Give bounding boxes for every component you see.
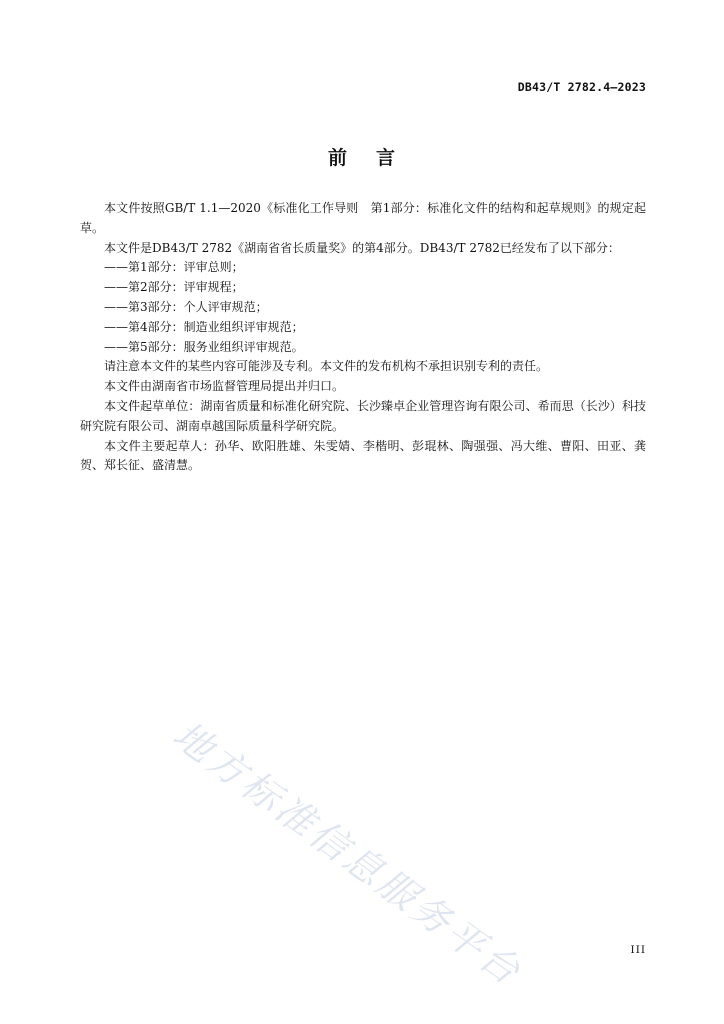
watermark: 地方标准信息服务平台: [165, 712, 531, 996]
paragraph-drafting-units: 本文件起草单位：湖南省质量和标准化研究院、长沙臻卓企业管理咨询有限公司、希而思（长沙）科技研究院有限公司、湖南卓越国际质量科学研究院。: [80, 398, 646, 433]
page-title: [0, 143, 724, 170]
list-item: ——第5部分：服务业组织评审规范。: [104, 339, 304, 354]
list-item: ——第4部分：制造业组织评审规范；: [104, 319, 304, 334]
page-number: III: [630, 944, 646, 956]
paragraph-drafting-basis: 本文件按照GB/T 1.1—2020《标准化工作导则 第1部分：标准化文件的结构和起草规则》的规定起草。: [80, 201, 646, 235]
foreword-body: [80, 199, 646, 476]
list-item: ——第3部分：个人评审规范；: [104, 299, 268, 314]
paragraph-proposer: 本文件由湖南省市场监督管理局提出并归口。: [104, 379, 345, 394]
paragraph-patent-notice: 请注意本文件的某些内容可能涉及专利。本文件的发布机构不承担识别专利的责任。: [104, 359, 549, 374]
standard-code: DB43/T 2782.4—2023: [517, 80, 646, 94]
paragraph-drafters: 本文件主要起草人：孙华、欧阳胜雄、朱雯婧、李楷明、彭琨林、陶强强、冯大维、曹阳、田亚、龚贺、郑长征、盛清慧。: [80, 438, 646, 473]
title-char-2: 言: [376, 147, 397, 169]
list-item: ——第2部分：评审规程；: [104, 280, 244, 295]
paragraph-part-statement: 本文件是DB43/T 2782《湖南省省长质量奖》的第4部分。DB43/T 2782已经发布了以下部分：: [104, 240, 620, 255]
list-item: ——第1部分：评审总则；: [104, 260, 244, 275]
title-char-1: 前: [327, 147, 348, 169]
